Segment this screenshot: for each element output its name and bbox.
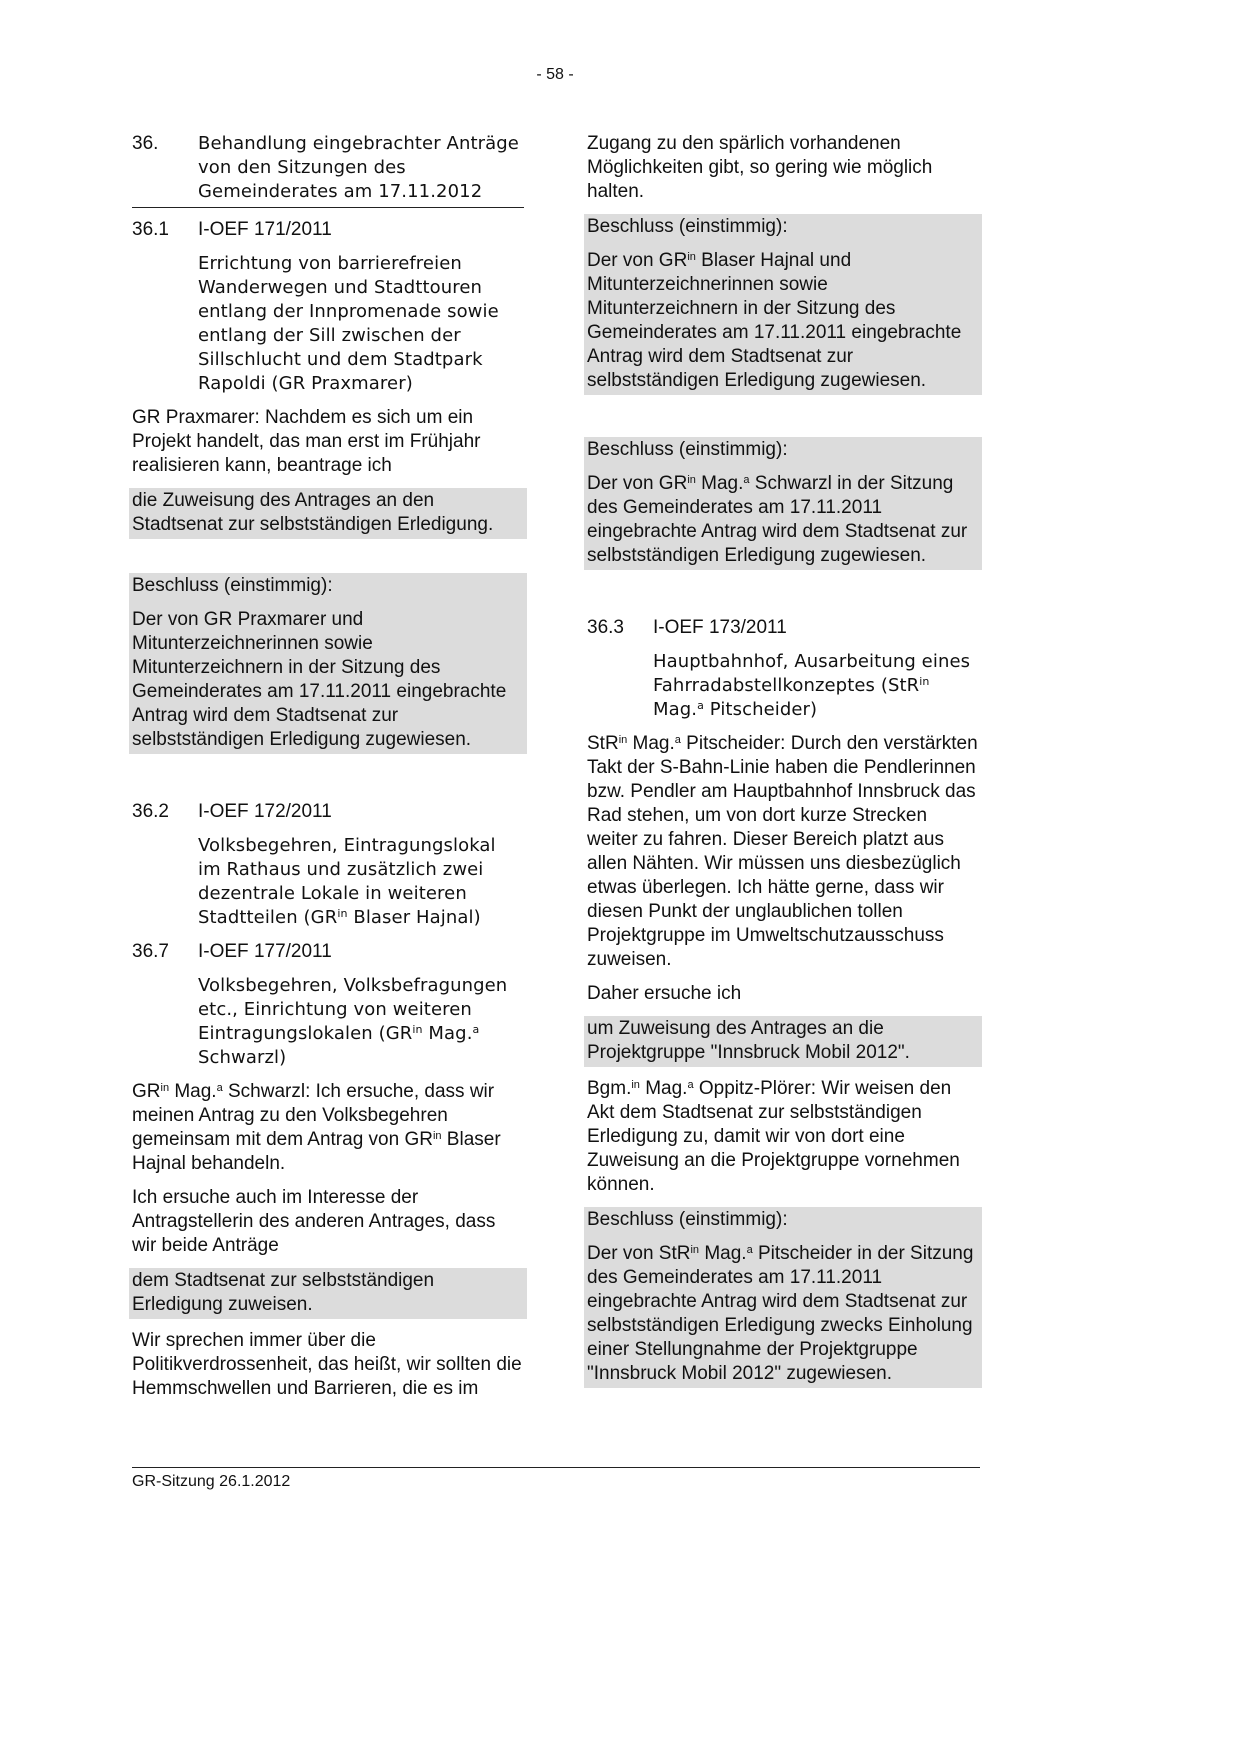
item-reference: I-OEF 177/2011	[198, 941, 332, 962]
resolution-label: Beschluss (einstimmig):	[132, 575, 333, 596]
speech-praxmarer: GR Praxmarer: Nachdem es sich um ein Projekt handelt, das man erst im Frühjahr realisieren kann, beantrage ich	[132, 407, 481, 476]
item-36-3-header	[587, 616, 979, 640]
speech-paragraph: Daher ersuche ich	[587, 983, 742, 1004]
motion-text: um Zuweisung des Antrages an die Projektgruppe "Innsbruck Mobil 2012".	[584, 1016, 982, 1067]
item-title: Hauptbahnhof, Ausarbeitung eines Fahrradabstellkonzeptes (StR$^{in}$ Mag.$^a$ Pitscheider)	[653, 651, 971, 720]
page-number: - 58 -	[536, 66, 574, 83]
resolution-text: Der von $GR^{in}$ Blaser Hajnal und Mitunterzeichnerinnen sowie Mitunterzeichnern in der Sitzung des Gemeinderates am 17.11.2011 eingebrachte Antrag wird dem Stadtsenat zur selbstständigen Erledigung zugewiesen.	[587, 250, 962, 391]
speech-pitscheider: StR$^{in}$ Mag.$^a$ Pitscheider: Durch den verstärkten Takt der S-Bahn-Linie haben die Pendlerinnen bzw. Pendler am Hauptbahnhof Innsbruck das Rad stehen, um von dort kurze Strecken weiter zu fahren. Dieser Bereich platzt aus allen Nähten. Wir müssen uns diesbezüglich etwas überlegen. Ich hätte gerne, dass wir diesen Punkt der unglaublichen tollen Projektgruppe im Umweltschutzausschuss zuweisen.	[587, 733, 978, 970]
item-36-7-header	[132, 940, 524, 964]
resolution-label: Beschluss (einstimmig):	[587, 1209, 788, 1230]
item-number: 36.2	[132, 801, 169, 822]
item-number: 36.1	[132, 219, 169, 240]
speech-oppitz-ploerer: Bgm.$^{in}$ Mag.$^a$ Oppitz-Plörer: Wir weisen den Akt dem Stadtsenat zur selbstständigen Erledigung zu, damit wir von dort eine Zuweisung an die Projektgruppe vornehmen können.	[587, 1078, 960, 1195]
continuation-text: Zugang zu den spärlich vorhandenen Möglichkeiten gibt, so gering wie möglich halten.	[587, 133, 933, 202]
resolution-text: Der von GR Praxmarer und Mitunterzeichnerinnen sowie Mitunterzeichnern in der Sitzung des Gemeinderates am 17.11.2011 eingebrachte Antrag wird dem Stadtsenat zur selbstständigen Erledigung zugewiesen.	[132, 609, 507, 750]
speech-paragraph: Ich ersuche auch im Interesse der Antragstellerin des anderen Antrages, dass wir beide Anträge	[132, 1187, 496, 1256]
resolution-block	[584, 437, 982, 570]
section-title: Behandlung eingebrachter Anträge von den Sitzungen des Gemeinderates am 17.11.2012	[198, 133, 519, 202]
item-36-2-header	[132, 800, 524, 824]
item-reference: I-OEF 171/2011	[198, 219, 332, 240]
footer-text: GR-Sitzung 26.1.2012	[132, 1473, 291, 1490]
item-title: Errichtung von barrierefreien Wanderwegen und Stadttouren entlang der Innpromenade sowie entlang der Sill zwischen der Sillschlucht und dem Stadtpark Rapoldi (GR Praxmarer)	[198, 253, 499, 394]
item-title: Volksbegehren, Volksbefragungen etc., Einrichtung von weiteren Eintragungslokalen ($GR^{in}$ Mag.$^a$ Schwarzl)	[198, 975, 508, 1068]
section-number: 36.	[132, 133, 159, 154]
resolution-text: Der von $GR^{in}$ Mag.$^a$ Schwarzl in der Sitzung des Gemeinderates am 17.11.2011 eingebrachte Antrag wird dem Stadtsenat zur selbstständigen Erledigung zugewiesen.	[587, 473, 968, 566]
section-heading	[132, 132, 524, 208]
resolution-label: Beschluss (einstimmig):	[587, 216, 788, 237]
item-36-1-header	[132, 218, 524, 242]
resolution-text: Der von StR$^{in}$ Mag.$^a$ Pitscheider in der Sitzung des Gemeinderates am 17.11.2011 eingebrachte Antrag wird dem Stadtsenat zur selbstständigen Erledigung zwecks Einholung einer Stellungnahme der Projektgruppe "Innsbruck Mobil 2012" zugewiesen.	[587, 1243, 974, 1384]
right-column	[587, 132, 979, 1388]
speech-schwarzl: $GR^{in}$ Mag.$^a$ Schwarzl: Ich ersuche, dass wir meinen Antrag zu den Volksbegehren gemeinsam mit dem Antrag von $GR^{in}$ Blaser Hajnal behandeln.	[132, 1081, 501, 1174]
resolution-block	[584, 214, 982, 395]
resolution-label: Beschluss (einstimmig):	[587, 439, 788, 460]
speech-paragraph: Wir sprechen immer über die Politikverdrossenheit, das heißt, wir sollten die Hemmschwellen und Barrieren, die es im	[132, 1330, 522, 1399]
item-number: 36.3	[587, 617, 624, 638]
item-reference: I-OEF 173/2011	[653, 617, 787, 638]
motion-text: die Zuweisung des Antrages an den Stadtsenat zur selbstständigen Erledigung.	[129, 488, 527, 539]
motion-text: dem Stadtsenat zur selbstständigen Erledigung zuweisen.	[129, 1268, 527, 1319]
item-title: Volksbegehren, Eintragungslokal im Rathaus und zusätzlich zwei dezentrale Lokale in weiteren Stadtteilen ($GR^{in}$ Blaser Hajnal)	[198, 835, 496, 928]
footer-divider	[132, 1467, 980, 1468]
item-reference: I-OEF 172/2011	[198, 801, 332, 822]
left-column	[132, 132, 524, 1401]
resolution-block	[584, 1207, 982, 1388]
item-number: 36.7	[132, 941, 169, 962]
resolution-block	[129, 573, 527, 754]
